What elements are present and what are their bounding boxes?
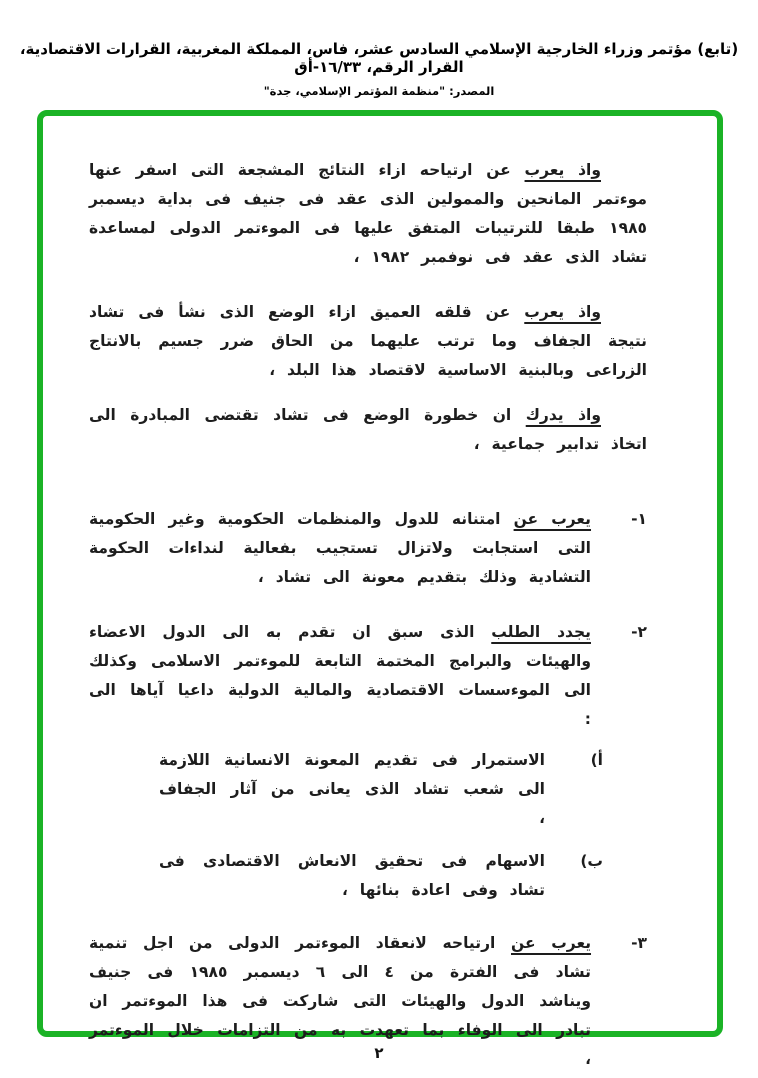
item-rest-text: الذى سبق ان تقدم به الى الدول الاعضاء والهيئات والبرامج المختمة التابعة للموءتمر الاسلامى وكذلك الى الموءسسات الاقتصادية والمالية الدولية داعيا آياها الى : <box>89 623 591 728</box>
sub-item-text: الاسهام فى تحقيق الانعاش الاقتصادى فى تشاد وفى اعادة بنائها ، <box>159 852 545 899</box>
preamble-text: عن ارتياحه ازاء النتائج المشجعة التى اسفر عنها موءتمر المانحين والممولين الذى عقد فى جنيف فى بداية ديسمبر ١٩٨٥ طبقا للترتيبات المتفق عليها فى الموءتمر الدولى لمساعدة تشاد الذى عقد فى نوفمبر ١٩٨٢ ، <box>89 161 647 266</box>
item-lead-phrase: يعرب عن <box>511 934 592 952</box>
preamble-text: ان خطورة الوضع فى تشاد تقتضى المبادرة الى اتخاذ تدابير جماعية ، <box>89 406 647 453</box>
green-border-frame <box>37 110 723 1068</box>
resolution-item <box>89 505 647 592</box>
sub-item <box>159 746 603 833</box>
preamble-text: عن قلقه العميق ازاء الوضع الذى نشأ فى تشاد نتيجة الجفاف وما ترتب عليهما من الحاق ضرر جسيم بالانتاج الزراعى وبالبنية الاساسية لاقتصاد هذا البلد ، <box>89 303 647 379</box>
sub-item <box>159 847 603 905</box>
document-citation-line: (تابع) مؤتمر وزراء الخارجية الإسلامي السادس عشر، فاس، المملكة المغربية، القرارات الاقتصادية، القرار الرقم، ١٦/٣٣-أق <box>19 40 739 76</box>
preamble-lead-phrase: واذ يعرب <box>524 161 601 179</box>
item-lead-phrase: يجدد الطلب <box>491 623 591 641</box>
sub-item-marker: ب) <box>580 852 603 870</box>
item-number: ٣- <box>631 934 647 952</box>
preamble-lead-phrase: واذ يدرك <box>525 406 601 424</box>
preamble-lead-phrase: واذ يعرب <box>524 303 601 321</box>
item-rest-text: امتنانه للدول والمنظمات الحكومية وغير الحكومية التى استجابت ولاتزال تستجيب بفعالية لنداءات الحكومة التشادية وذلك بتقديم معونة الى تشاد ، <box>89 510 591 586</box>
preamble-paragraph <box>89 298 647 385</box>
page-header <box>0 40 758 98</box>
preamble-paragraph <box>89 156 647 272</box>
item-lead-phrase: يعرب عن <box>513 510 592 528</box>
preamble-paragraph <box>89 401 647 459</box>
resolution-item <box>89 618 647 734</box>
page-number: ٢ <box>374 1044 384 1062</box>
sub-item-text: الاستمرار فى تقديم المعونة الانسانية اللازمة الى شعب تشاد الذى يعانى من آثار الجفاف ، <box>159 751 545 827</box>
document-source-line: المصدر: "منظمة المؤتمر الإسلامي، جدة" <box>263 84 495 98</box>
item-rest-text: ارتياحه لانعقاد الموءتمر الدولى من اجل تنمية تشاد فى الفترة من ٤ الى ٦ ديسمبر ١٩٨٥ فى جنيف ويناشد الدول والهيئات التى شاركت فى هذا الموءتمر ان تبادر الى الوفاء بما تعهدت به من التزامات خلال الموءتمر ، <box>89 934 591 1068</box>
item-number: ١- <box>631 510 647 528</box>
sub-item-marker: أ) <box>590 751 603 769</box>
item-text <box>89 618 591 734</box>
item-text <box>89 505 591 592</box>
item-number: ٢- <box>631 623 647 641</box>
